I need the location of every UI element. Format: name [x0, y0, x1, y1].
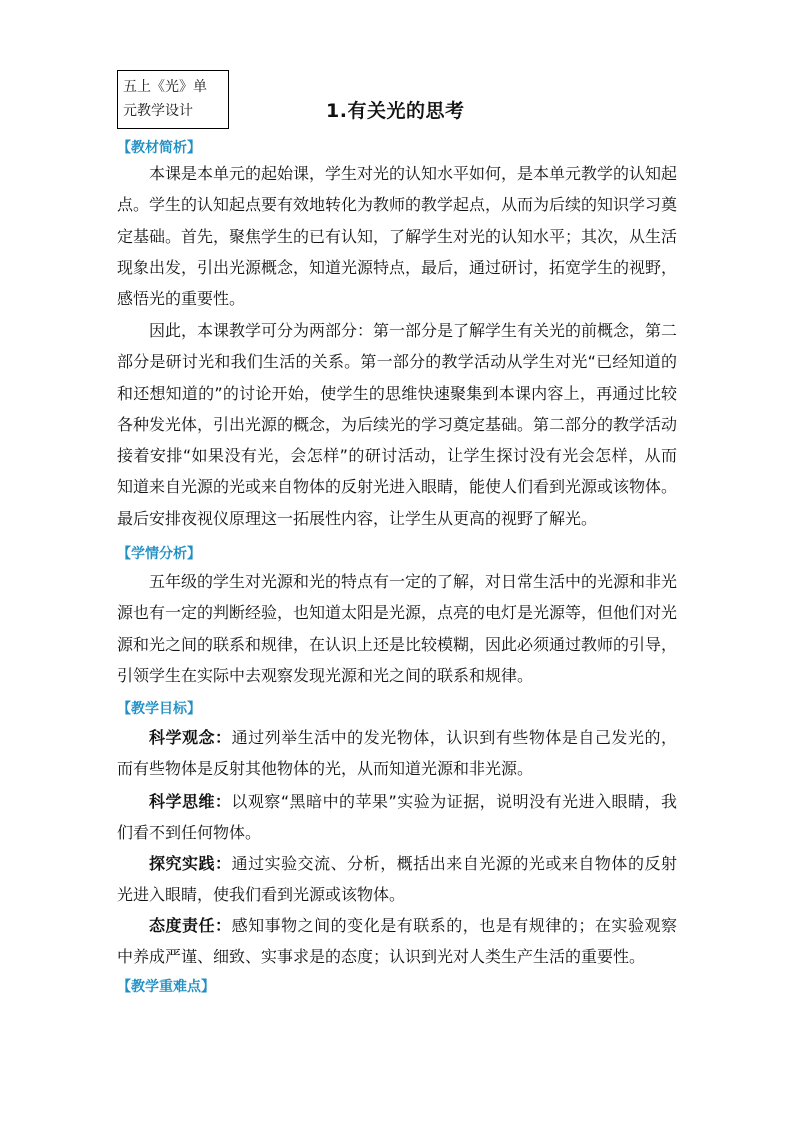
- goal-item-thinking: [117, 786, 677, 849]
- goal-label-attitude: 态度责任：: [149, 916, 232, 935]
- students-paragraph-1: 五年级的学生对光源和光的特点有一定的了解，对日常生活中的光源和非光源也有一定的判断经验，也知道太阳是光源，点亮的电灯是光源等，但他们对光源和光之间的联系和规律，在认识上还是比较模糊，因此必须通过教师的引导，引领学生在实际中去观察发现光源和光之间的联系和规律。: [117, 572, 678, 685]
- section-heading-textbook: 【教材简析】: [117, 140, 201, 156]
- unit-label-line2: 元教学设计: [123, 103, 193, 119]
- section-heading-students: 【学情分析】: [117, 546, 201, 562]
- goal-item-practice: [117, 848, 677, 911]
- goal-item-concept: [117, 722, 677, 785]
- textbook-paragraph-1: 本课是本单元的起始课，学生对光的认知水平如何，是本单元教学的认知起点。学生的认知起点要有效地转化为教师的教学起点，从而为后续的知识学习奠定基础。首先，聚焦学生的已有认知，了解学生对光的认知水平；其次，从生活现象出发，引出光源概念，知道光源特点，最后，通过研讨，拓宽学生的视野，感悟光的重要性。: [117, 164, 678, 309]
- textbook-paragraph-2: 因此，本课教学可分为两部分：第一部分是了解学生有关光的前概念，第二部分是研讨光和我们生活的关系。第一部分的教学活动从学生对光“已经知道的和还想知道的”的讨论开始，使学生的思维快速聚集到本课内容上，再通过比较各种发光体，引出光源的概念，为后续光的学习奠定基础。第二部分的教学活动接着安排“如果没有光，会怎样”的研讨活动，让学生探讨没有光会怎样，从而知道来自光源的光或来自物体的反射光进入眼睛，能使人们看到光源或该物体。最后安排夜视仪原理这一拓展性内容，让学生从更高的视野了解光。: [117, 321, 678, 528]
- unit-label-line1: 五上《光》单: [123, 79, 207, 95]
- goal-label-concept: 科学观念：: [149, 728, 232, 747]
- section-heading-keypoints: 【教学重难点】: [117, 979, 215, 995]
- goal-text-concept: 通过列举生活中的发光物体，认识到有些物体是自己发光的，而有些物体是反射其他物体的光，从而知道光源和非光源。: [117, 728, 677, 779]
- goal-text-practice: 通过实验交流、分析，概括出来自光源的光或来自物体的反射光进入眼睛，使我们看到光源或该物体。: [117, 854, 677, 905]
- goal-label-thinking: 科学思维：: [149, 792, 232, 811]
- goal-text-thinking: 以观察“黑暗中的苹果”实验为证据，说明没有光进入眼睛，我们看不到任何物体。: [117, 792, 677, 843]
- goal-text-attitude: 感知事物之间的变化是有联系的，也是有规律的；在实验观察中养成严谨、细致、实事求是的态度；认识到光对人类生产生活的重要性。: [117, 916, 677, 967]
- section-heading-goals: 【教学目标】: [117, 701, 201, 717]
- goal-item-attitude: [117, 910, 677, 973]
- lesson-title: 1.有关光的思考: [326, 100, 465, 122]
- goal-label-practice: 探究实践：: [149, 854, 232, 873]
- unit-label-box: [117, 70, 229, 129]
